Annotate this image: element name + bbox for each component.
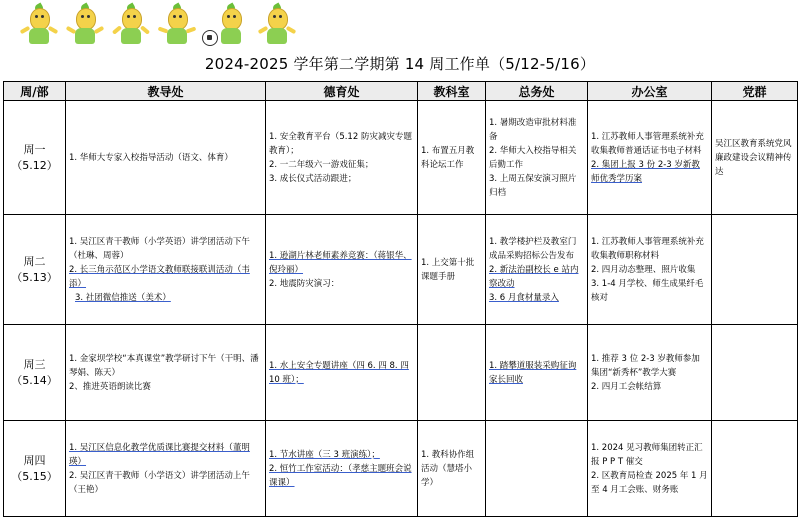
task-item: 3. 社团微信推送（美术） xyxy=(75,292,171,303)
task-item: 1. 吴江区青干教师（小学英语）讲学团活动下午（杜琳、周蓉） xyxy=(69,236,250,261)
task-item: 1. 江苏教师人事管理系统补充收集教师普通话证书电子材料 xyxy=(591,131,704,156)
mascot-icon xyxy=(156,4,198,48)
task-item: 2. 集团上报 3 份 2-3 岁新教师优秀学历案 xyxy=(591,159,700,184)
zongwu-cell xyxy=(486,215,588,325)
deyu-cell xyxy=(266,101,418,215)
day-cell xyxy=(4,325,66,421)
task-item: 2. 区教育局检查 2025 年 1 月至 4 月工会账、财务账 xyxy=(591,470,708,495)
jiaodao-cell xyxy=(66,101,266,215)
task-item: 1. 暑期改造审批材料准备 xyxy=(489,117,577,142)
task-item: 2. 长三角示范区小学语文教师联接联训活动（韦添） xyxy=(69,264,250,289)
column-header-deyu: 德育处 xyxy=(266,82,418,101)
day-label: 周二 xyxy=(23,254,46,268)
jiaodao-cell xyxy=(66,215,266,325)
mascot-icon xyxy=(64,4,106,48)
task-item: 1. 水上安全专题讲座（四 6. 四 8. 四 10 班）； xyxy=(269,360,409,385)
table-header-row xyxy=(4,82,798,101)
task-item: 2. 四月动态整理、照片收集 xyxy=(591,264,696,275)
task-item: 1. 安全教育平台（5.12 防灾减灾专题教育）； xyxy=(269,131,412,156)
jiaoke-cell xyxy=(418,215,486,325)
task-item: 2. 新法治副校长 e 站内察改动 xyxy=(489,264,579,289)
task-item: 3. 成长仪式活动跟进； xyxy=(269,173,357,184)
task-item: 2. 一二年级六一游戏征集； xyxy=(269,159,374,170)
task-item: 1. 华师大专家入校指导活动（语文、体育） xyxy=(69,152,233,163)
task-item: 1. 江苏教师人事管理系统补充收集教师职称材料 xyxy=(591,236,704,261)
date-label: （5.13） xyxy=(11,270,58,284)
task-item: 3. 1-4 月学校、师生成果纤毛核对 xyxy=(591,278,704,303)
table-row xyxy=(4,325,798,421)
dangqun-cell xyxy=(712,421,798,517)
task-item: 1. 上交第十批课题手册 xyxy=(421,257,475,282)
mascot-with-ball-icon xyxy=(202,4,252,48)
day-cell xyxy=(4,101,66,215)
dangqun-cell xyxy=(712,101,798,215)
task-item: 2. 四月工会帐结算 xyxy=(591,381,662,392)
date-label: （5.12） xyxy=(11,158,58,172)
task-item: 1. 2024 见习教师集团转正汇报 P P T 催交 xyxy=(591,442,703,467)
task-item: 1. 踏攀道服装采购征询家长回收 xyxy=(489,360,577,385)
page-title: 2024-2025 学年第二学期第 14 周工作单（5/12-5/16） xyxy=(204,55,596,73)
task-item: 1. 教科协作组活动（慧塔小学） xyxy=(421,449,475,488)
mascot-icon xyxy=(256,4,298,48)
jiaoke-cell xyxy=(418,325,486,421)
column-header-day: 周/部 xyxy=(4,82,66,101)
jiaodao-cell xyxy=(66,421,266,517)
jiaoke-cell xyxy=(418,421,486,517)
jiaoke-cell xyxy=(418,101,486,215)
column-header-jiaoke: 教科室 xyxy=(418,82,486,101)
soccer-ball-icon xyxy=(202,30,218,46)
task-item: 2. 吴江区青干教师（小学语文）讲学团活动上午（王艳） xyxy=(69,470,250,495)
table-row xyxy=(4,421,798,517)
task-item: 1. 金家坝学校“本真课堂”教学研讨下午（干明、潘琴娟、陈天） xyxy=(69,353,259,378)
date-label: （5.14） xyxy=(11,373,58,387)
header-mascot-banner xyxy=(18,4,298,50)
column-header-zongwu: 总务处 xyxy=(486,82,588,101)
task-item: 1. 教学楼护栏及教室门成品采购招标公告发布 xyxy=(489,236,577,261)
work-schedule-table xyxy=(3,81,798,517)
task-item: 1. 布置五月教科论坛工作 xyxy=(421,145,475,170)
task-item: 1. 节水讲座（三 3 班演练）； xyxy=(269,449,380,460)
column-header-bangong: 办公室 xyxy=(588,82,712,101)
mascot-icon xyxy=(110,4,152,48)
day-cell xyxy=(4,215,66,325)
task-item: 2. 地震防灾演习： xyxy=(269,278,340,289)
task-item: 1. 推荐 3 位 2-3 岁教师参加集团“新秀杯”教学大赛 xyxy=(591,353,700,378)
bangong-cell xyxy=(588,215,712,325)
day-label: 周四 xyxy=(23,453,46,467)
dangqun-cell xyxy=(712,325,798,421)
task-item: 吴江区教育系统党风廉政建设会议精神传达 xyxy=(715,138,792,177)
table-row xyxy=(4,215,798,325)
day-label: 周一 xyxy=(23,142,46,156)
table-row xyxy=(4,101,798,215)
task-item: 1. 逊湖片林老师素养竞赛：（蒋银华、倪玲丽） xyxy=(269,250,412,275)
deyu-cell xyxy=(266,325,418,421)
task-item: 2. 恒竹工作室活动：（孝慈主题班会说课课） xyxy=(269,463,412,488)
column-header-jiaodao: 教导处 xyxy=(66,82,266,101)
day-label: 周三 xyxy=(23,357,46,371)
zongwu-cell xyxy=(486,325,588,421)
bangong-cell xyxy=(588,325,712,421)
dangqun-cell xyxy=(712,215,798,325)
zongwu-cell xyxy=(486,421,588,517)
jiaodao-cell xyxy=(66,325,266,421)
mascot-icon xyxy=(18,4,60,48)
date-label: （5.15） xyxy=(11,469,58,483)
column-header-dangqun: 党群 xyxy=(712,82,798,101)
bangong-cell xyxy=(588,101,712,215)
deyu-cell xyxy=(266,215,418,325)
bangong-cell xyxy=(588,421,712,517)
zongwu-cell xyxy=(486,101,588,215)
task-item: 2. 华师大入校指导相关后勤工作 xyxy=(489,145,577,170)
task-item: 3. 上周五保安演习照片归档 xyxy=(489,173,577,198)
task-item: 1. 吴江区信息化教学优质课比赛提交材料（董明瑛） xyxy=(69,442,250,467)
task-item: 3. 6 月食材量录入 xyxy=(489,292,559,303)
deyu-cell xyxy=(266,421,418,517)
day-cell xyxy=(4,421,66,517)
task-item: 2、推进英语朗读比赛 xyxy=(69,381,151,392)
